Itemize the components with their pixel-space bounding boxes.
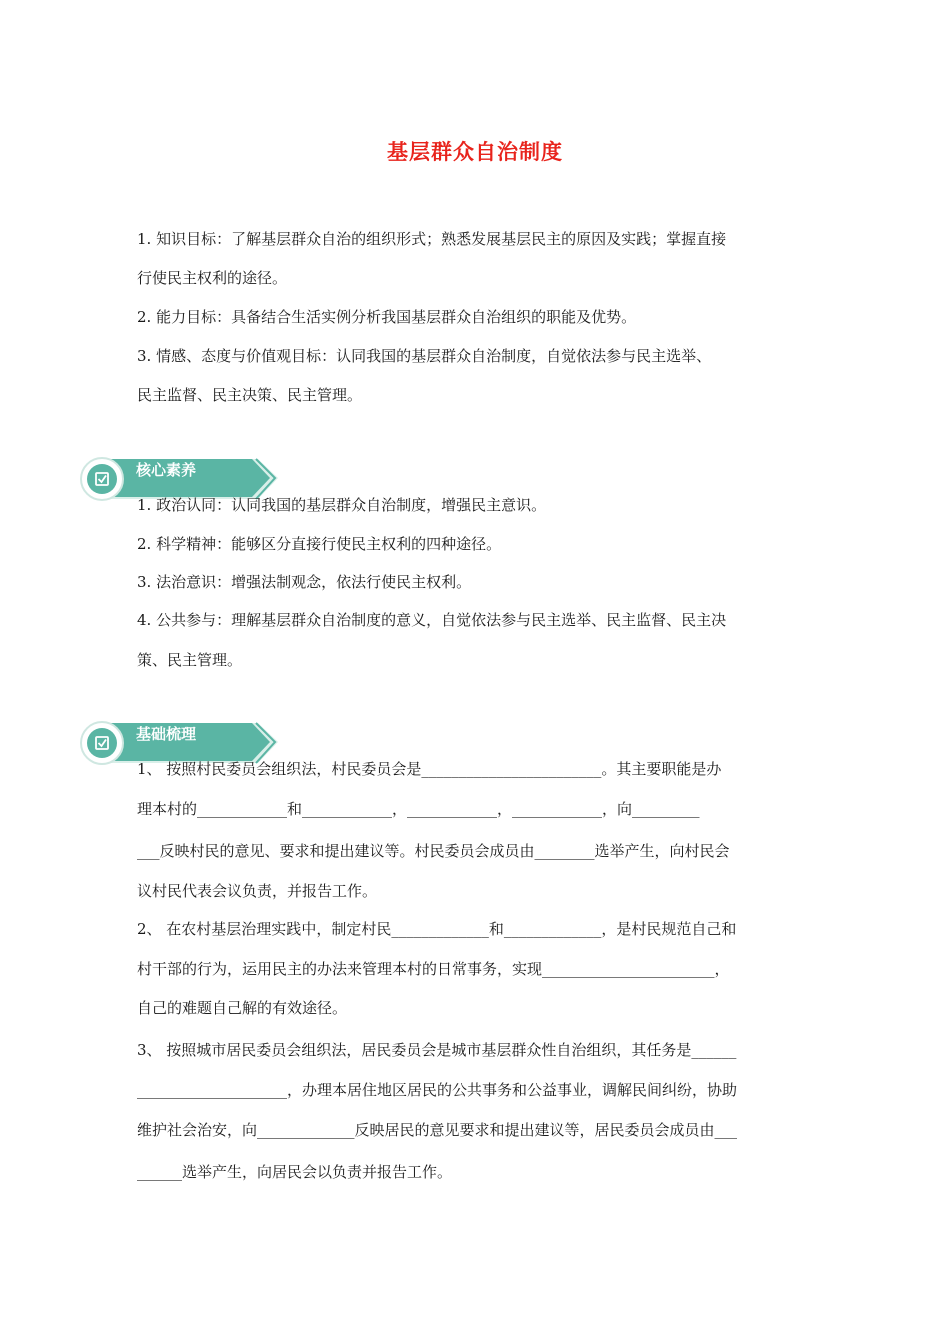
objective-line-2: 行使民主权利的途径。	[137, 269, 288, 287]
basics-line-3: ___反映村民的意见、要求和提出建议等。村民委员会成员由________选举产生，向村民会	[137, 842, 730, 860]
page-title: 基层群众自治制度	[387, 140, 563, 164]
core-line-5: 策、民主管理。	[137, 651, 243, 669]
basics-line-8: 3、 按照城市居民委员会组织法，居民委员会是城市基层群众性自治组织，其任务是______	[137, 1041, 737, 1059]
basics-line-9: ____________________，办理本居住地区居民的公共事务和公益事业，调解民间纠纷，协助	[137, 1081, 738, 1099]
objective-line-5: 民主监督、民主决策、民主管理。	[137, 386, 363, 404]
checkbox-icon	[80, 456, 126, 502]
section-title-basics: 基础梳理	[136, 725, 197, 743]
basics-line-10: 维护社会治安，向_____________反映居民的意见要求和提出建议等，居民委员会成员由___	[137, 1121, 738, 1139]
objective-line-1: 1. 知识目标：了解基层群众自治的组织形式；熟悉发展基层民主的原因及实践；掌握直接	[137, 230, 727, 248]
basics-line-5: 2、 在农村基层治理实践中，制定村民_____________和_____________，是村民规范自己和	[137, 920, 737, 938]
objective-line-3: 2. 能力目标：具备结合生活实例分析我国基层群众自治组织的职能及优势。	[137, 308, 637, 326]
checkbox-icon	[80, 720, 126, 766]
objective-line-4: 3. 情感、态度与价值观目标：认同我国的基层群众自治制度，自觉依法参与民主选举、	[137, 347, 712, 365]
basics-line-1: 1、 按照村民委员会组织法，村民委员会是________________________。其主要职能是办	[137, 760, 722, 778]
basics-line-2: 理本村的____________和____________，____________，____________，向_________	[137, 800, 700, 818]
section-title-core: 核心素养	[136, 461, 197, 479]
basics-line-11: ______选举产生，向居民会以负责并报告工作。	[137, 1163, 453, 1181]
core-line-4: 4. 公共参与：理解基层群众自治制度的意义，自觉依法参与民主选举、民主监督、民主决	[137, 611, 727, 629]
core-line-2: 2. 科学精神：能够区分直接行使民主权利的四种途径。	[137, 535, 502, 553]
core-line-3: 3. 法治意识：增强法制观念，依法行使民主权利。	[137, 573, 472, 591]
basics-line-7: 自己的难题自己解的有效途径。	[137, 999, 348, 1017]
basics-line-6: 村干部的行为，运用民主的办法来管理本村的日常事务，实现_______________________，	[137, 960, 730, 978]
basics-line-4: 议村民代表会议负责，并报告工作。	[137, 882, 378, 900]
core-line-1: 1. 政治认同：认同我国的基层群众自治制度，增强民主意识。	[137, 496, 547, 514]
